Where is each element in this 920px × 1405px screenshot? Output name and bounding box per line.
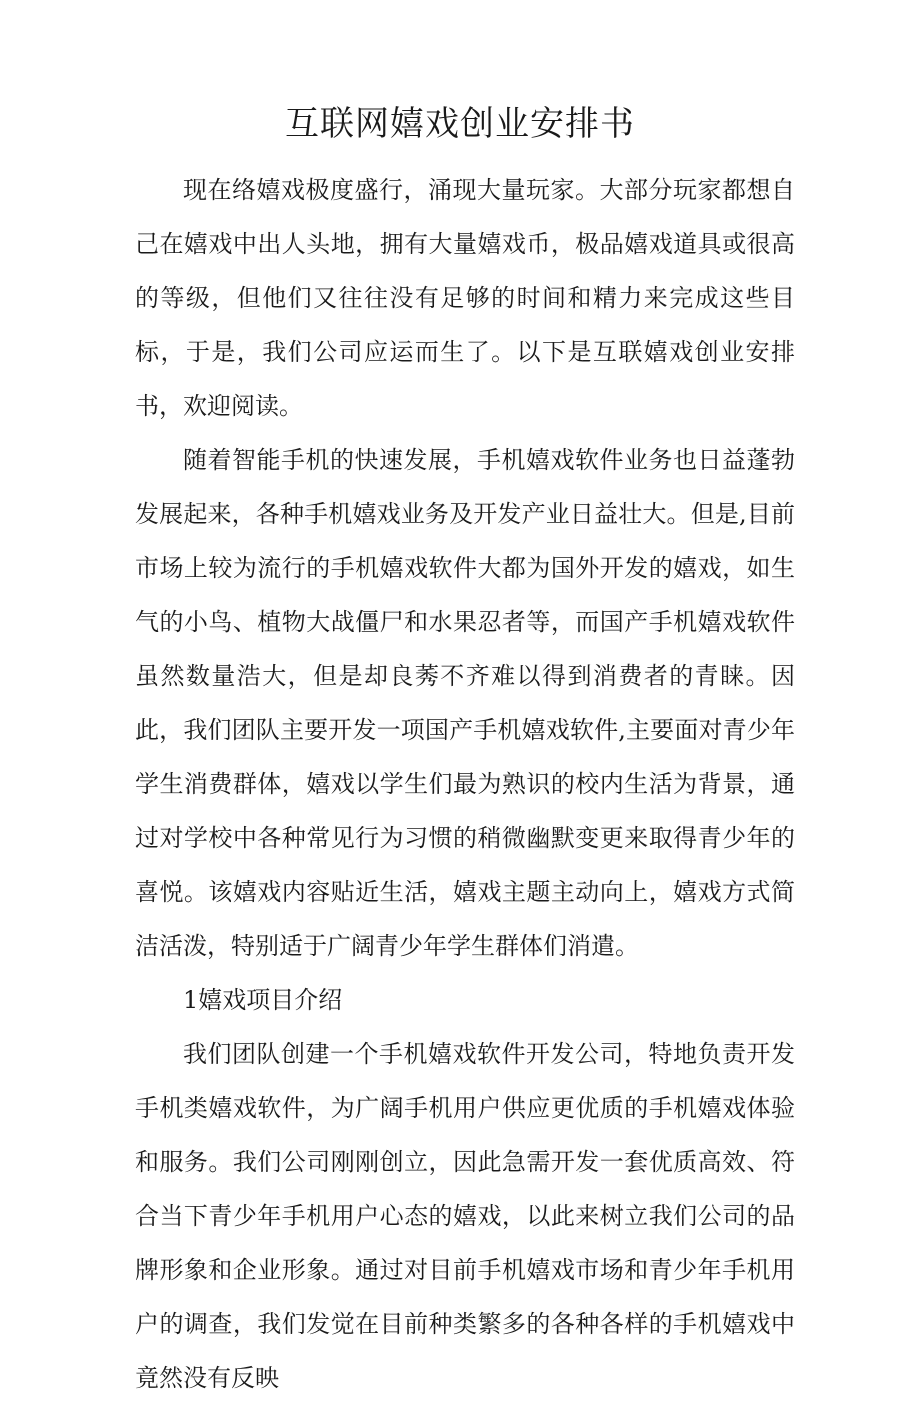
body-paragraph: 现在络嬉戏极度盛行，涌现大量玩家。大部分玩家都想自己在嬉戏中出人头地，拥有大量嬉戏币，极品嬉戏道具或很高的等级，但他们又往往没有足够的时间和精力来完成这些目标，于是，我们公司应运而生了。以下是互联嬉戏创业安排书，欢迎阅读。 [135,176,795,420]
section-heading: 1嬉戏项目介绍 [183,986,343,1014]
document-body [135,163,795,1405]
document-title: 互联网嬉戏创业安排书 [285,104,635,144]
body-paragraph: 随着智能手机的快速发展，手机嬉戏软件业务也日益蓬勃发展起来，各种手机嬉戏业务及开发产业日益壮大。但是,目前市场上较为流行的手机嬉戏软件大都为国外开发的嬉戏，如生气的小鸟、植物大战僵尸和水果忍者等，而国产手机嬉戏软件虽然数量浩大，但是却良莠不齐难以得到消费者的青睐。因此，我们团队主要开发一项国产手机嬉戏软件,主要面对青少年学生消费群体，嬉戏以学生们最为熟识的校内生活为背景，通过对学校中各种常见行为习惯的稍微幽默变更来取得青少年的喜悦。该嬉戏内容贴近生活，嬉戏主题主动向上，嬉戏方式简洁活泼，特别适于广阔青少年学生群体们消遣。 [135,446,795,960]
section-paragraph: 我们团队创建一个手机嬉戏软件开发公司，特地负责开发手机类嬉戏软件，为广阔手机用户供应更优质的手机嬉戏体验和服务。我们公司刚刚创立，因此急需开发一套优质高效、符合当下青少年手机用户心态的嬉戏，以此来树立我们公司的品牌形象和企业形象。通过对目前手机嬉戏市场和青少年手机用户的调查，我们发觉在目前种类繁多的各种各样的手机嬉戏中竟然没有反映 [135,1040,795,1392]
